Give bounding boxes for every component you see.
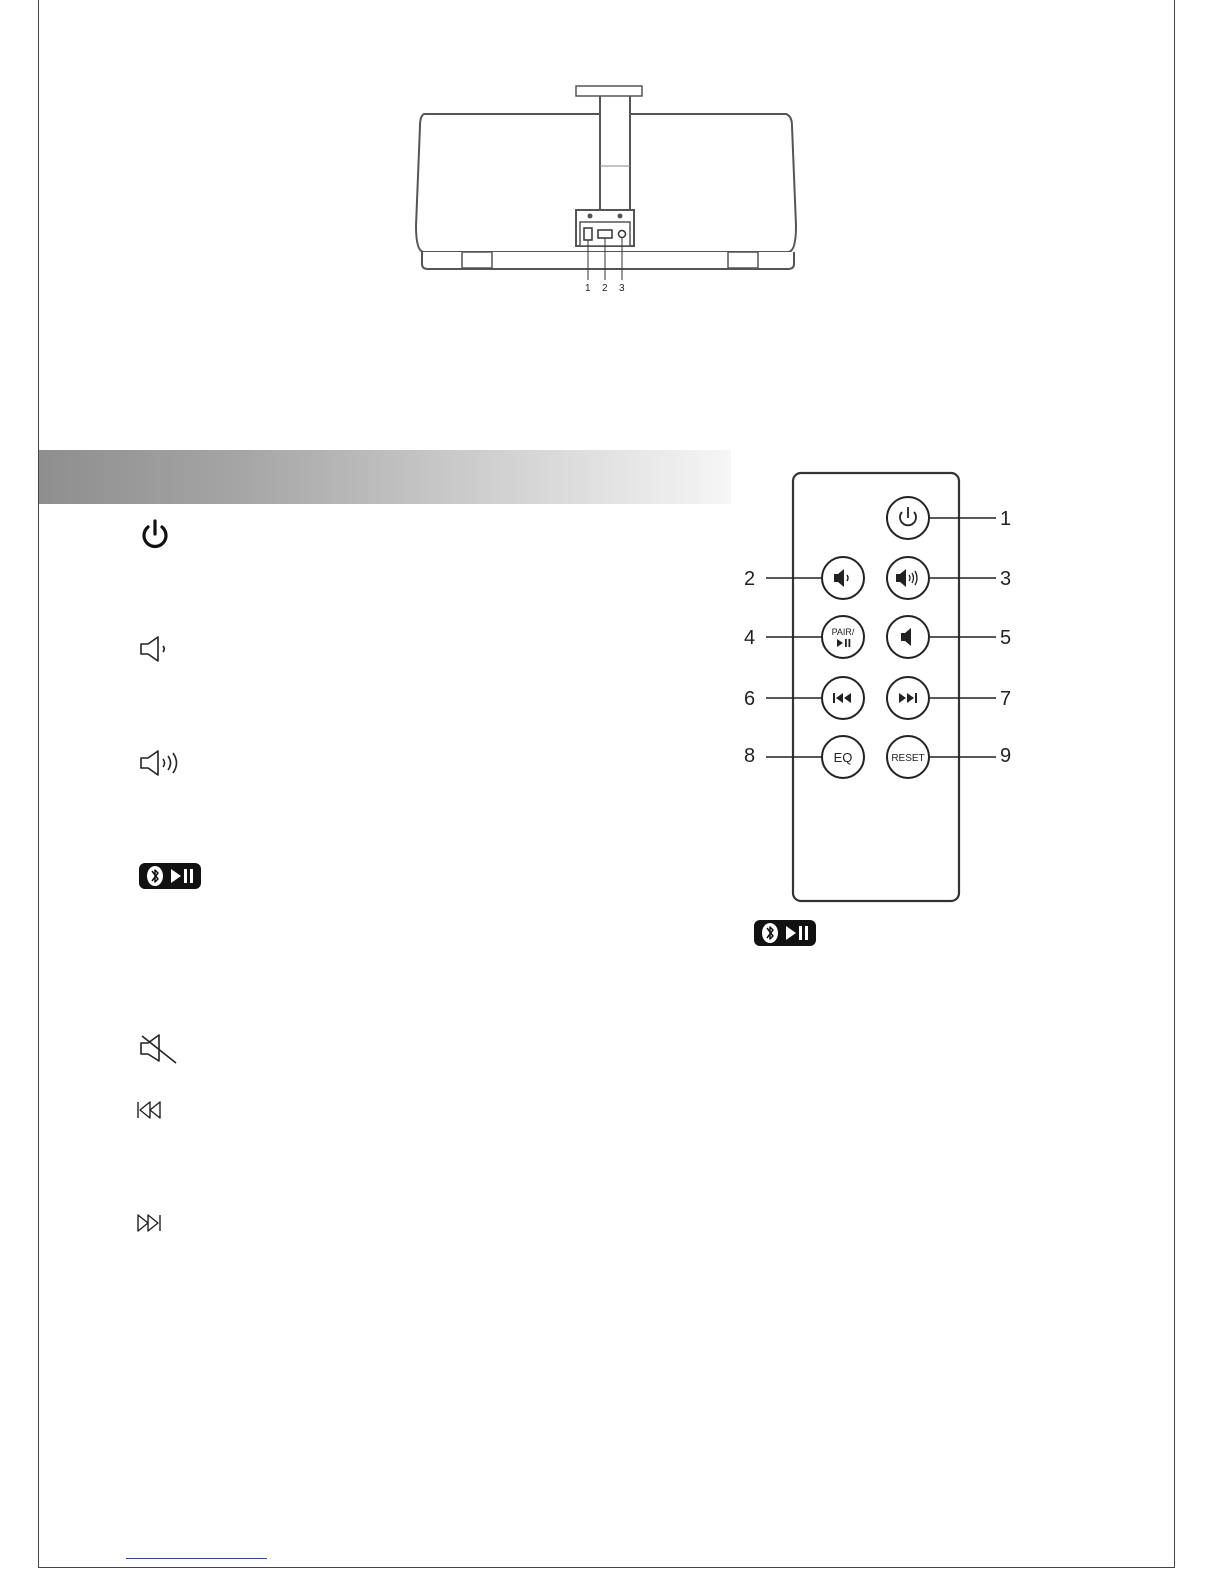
reset-label: RESET	[891, 753, 925, 764]
dock-rear-drawing	[400, 76, 820, 306]
remote-next-button	[887, 677, 929, 719]
page-border-bottom	[38, 1567, 1175, 1568]
remote-previous-button	[822, 677, 864, 719]
remote-mute-button	[887, 616, 929, 658]
skip-forward-icon	[136, 1213, 162, 1238]
eq-label: EQ	[833, 750, 853, 765]
remote-volume-up-button	[887, 557, 929, 599]
remote-control-diagram	[736, 466, 1036, 912]
volume-down-icon	[138, 634, 172, 669]
dock-rear-diagram	[400, 76, 820, 306]
remote-callout-6: 6	[744, 688, 756, 710]
bluetooth-play-pause-icon	[139, 863, 201, 889]
remote-pair-play-button	[822, 616, 864, 658]
footer-link-underline	[126, 1558, 267, 1559]
page-border-left	[38, 0, 39, 1568]
page-border-right	[1174, 0, 1175, 1568]
remote-callout-2: 2	[744, 568, 756, 590]
dock-callout-1: 1	[585, 283, 591, 294]
dock-callout-2: 2	[602, 283, 608, 294]
remote-callout-8: 8	[744, 745, 756, 767]
remote-callout-3: 3	[1000, 568, 1012, 590]
remote-callout-7: 7	[1000, 688, 1012, 710]
remote-reset-button	[887, 736, 929, 778]
mute-icon	[138, 1032, 180, 1071]
remote-callout-4: 4	[744, 627, 756, 649]
remote-callout-5: 5	[1000, 627, 1012, 649]
volume-up-icon	[138, 748, 188, 783]
pair-label: PAIR/	[831, 627, 855, 637]
remote-volume-down-button	[822, 557, 864, 599]
remote-eq-button	[822, 736, 864, 778]
remote-power-button	[887, 497, 929, 539]
section-header-band	[39, 450, 731, 504]
remote-callout-9: 9	[1000, 745, 1012, 767]
skip-back-icon	[136, 1100, 162, 1125]
remote-drawing	[736, 466, 1036, 912]
dock-callout-3: 3	[619, 283, 625, 294]
power-icon	[138, 518, 172, 557]
remote-callout-1: 1	[1000, 508, 1012, 530]
bluetooth-play-pause-icon-remote	[754, 920, 816, 946]
